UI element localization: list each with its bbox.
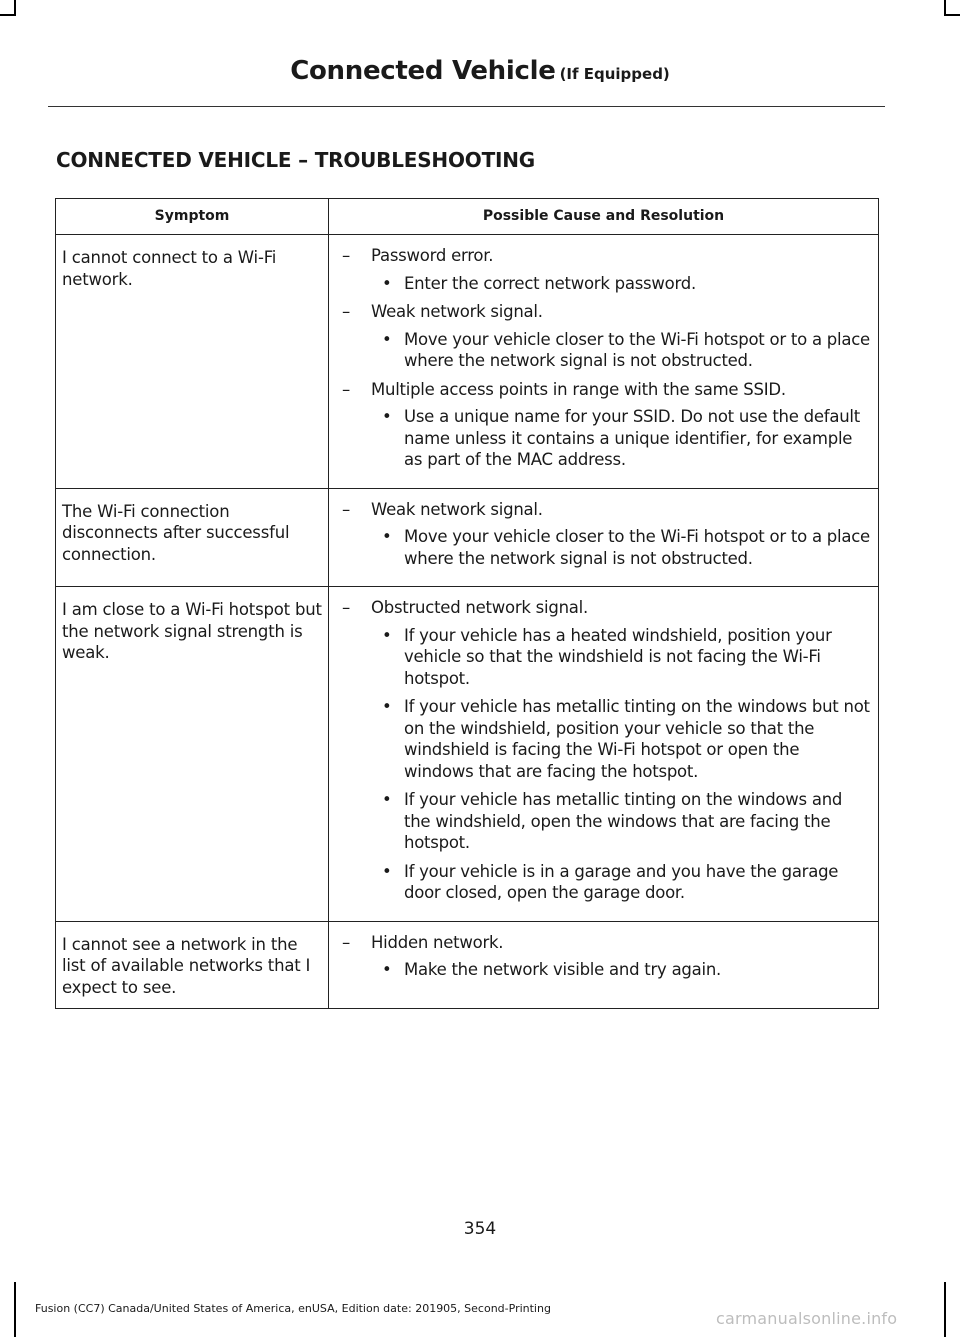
cause-item	[342, 932, 872, 954]
symptom-cell: I cannot see a network in the list of available networks that I expect to see.	[56, 921, 329, 1009]
bullet-marker: •	[382, 329, 392, 349]
resolution-cell	[329, 587, 879, 922]
resolution-text: If your vehicle has metallic tinting on the windows but not on the windshield, position your vehicle so that the windshield is facing the Wi-Fi hotspot or open the windows that are facing the hotspot.	[404, 697, 870, 781]
cause-block	[342, 932, 872, 981]
resolution-text: If your vehicle has a heated windshield, position your vehicle so that the windshield is not facing the Wi-Fi hotspot.	[404, 625, 832, 688]
resolution-cell	[329, 235, 879, 489]
resolution-item	[342, 329, 872, 372]
resolution-text: Make the network visible and try again.	[404, 960, 722, 979]
resolution-item	[342, 406, 872, 471]
resolution-text: Use a unique name for your SSID. Do not use the default name unless it contains a unique identifier, for example as part of the MAC address.	[404, 407, 860, 469]
resolution-item	[342, 861, 872, 904]
bullet-marker: •	[382, 960, 392, 979]
table-row	[56, 488, 879, 587]
bullet-marker: •	[382, 273, 392, 293]
cause-item	[342, 499, 872, 521]
bullet-marker: •	[382, 790, 392, 809]
resolution-cell	[329, 921, 879, 1009]
page-header	[0, 56, 960, 86]
cause-text: Weak network signal.	[371, 499, 543, 519]
cause-block	[342, 245, 872, 294]
crop-mark-top-left	[0, 14, 16, 16]
cause-text: Password error.	[371, 246, 494, 265]
troubleshooting-table	[55, 198, 879, 1009]
crop-mark-top-right	[944, 14, 960, 16]
resolution-text: Enter the correct network password.	[404, 273, 696, 293]
resolution-item	[342, 625, 872, 690]
symptom-cell: I cannot connect to a Wi-Fi network.	[56, 235, 329, 489]
section-title: CONNECTED VEHICLE – TROUBLESHOOTING	[56, 148, 536, 172]
symptom-cell: The Wi-Fi connection disconnects after successful connection.	[56, 488, 329, 587]
cause-item	[342, 597, 872, 619]
resolution-text: If your vehicle is in a garage and you have the garage door closed, open the garage door.	[404, 861, 839, 902]
dash-marker: –	[342, 379, 350, 399]
cause-text: Hidden network.	[371, 932, 504, 952]
footer-edition-info: Fusion (CC7) Canada/United States of America, enUSA, Edition date: 201905, Second-Printing	[35, 1302, 551, 1315]
resolution-text: Move your vehicle closer to the Wi-Fi hotspot or to a place where the network signal is not obstructed.	[404, 527, 870, 568]
resolution-item	[342, 789, 872, 854]
header-title: Connected Vehicle	[290, 56, 556, 86]
table-header-row	[56, 199, 879, 235]
resolution-item	[342, 959, 872, 981]
dash-marker: –	[342, 598, 350, 617]
bullet-marker: •	[382, 697, 392, 716]
watermark: carmanualsonline.info	[716, 1309, 898, 1328]
symptom-cell: I am close to a Wi-Fi hotspot but the network signal strength is weak.	[56, 587, 329, 922]
cause-text: Multiple access points in range with the same SSID.	[371, 379, 786, 399]
resolution-text: If your vehicle has metallic tinting on the windows and the windshield, open the windows that are facing the hotspot.	[404, 790, 843, 852]
dash-marker: –	[342, 932, 350, 952]
table-row	[56, 235, 879, 489]
dash-marker: –	[342, 246, 350, 265]
resolution-item	[342, 526, 872, 569]
cause-item	[342, 301, 872, 323]
bullet-marker: •	[382, 861, 392, 881]
cause-block	[342, 499, 872, 570]
cause-block	[342, 301, 872, 372]
column-header-cause-resolution: Possible Cause and Resolution	[329, 199, 879, 235]
table-row	[56, 921, 879, 1009]
bullet-marker: •	[382, 407, 392, 426]
table-row	[56, 587, 879, 922]
crop-mark-bottom-right	[944, 1282, 946, 1337]
cause-text: Weak network signal.	[371, 302, 543, 321]
resolution-item	[342, 273, 872, 295]
resolution-cell	[329, 488, 879, 587]
cause-block	[342, 379, 872, 471]
resolution-item	[342, 696, 872, 782]
page-number: 354	[463, 1219, 497, 1239]
dash-marker: –	[342, 499, 350, 519]
column-header-symptom: Symptom	[56, 199, 329, 235]
header-subtitle: (If Equipped)	[559, 65, 670, 83]
bullet-marker: •	[382, 625, 392, 645]
cause-item	[342, 379, 872, 401]
bullet-marker: •	[382, 527, 392, 546]
resolution-text: Move your vehicle closer to the Wi-Fi hotspot or to a place where the network signal is not obstructed.	[404, 329, 870, 370]
cause-block	[342, 597, 872, 904]
cause-text: Obstructed network signal.	[371, 598, 588, 617]
dash-marker: –	[342, 302, 350, 321]
cause-item	[342, 245, 872, 267]
crop-mark-bottom-left	[14, 1282, 16, 1337]
header-divider	[48, 106, 885, 107]
